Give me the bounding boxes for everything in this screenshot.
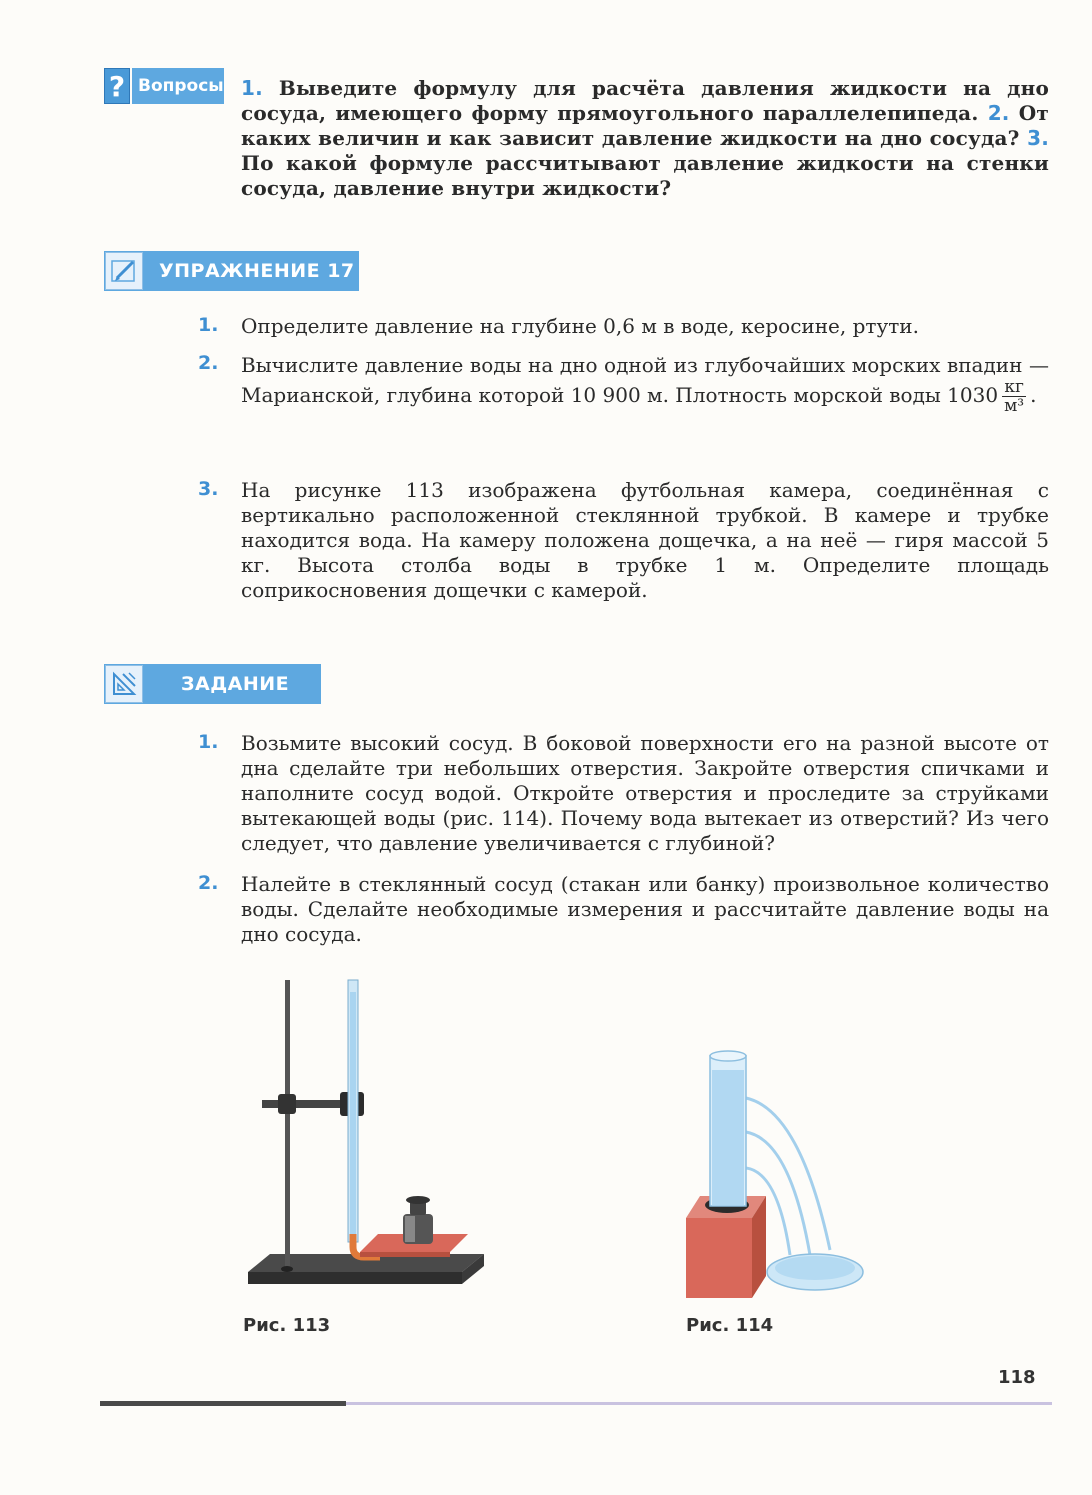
density-unit-fraction <box>1002 378 1026 415</box>
question-1-number: 1. <box>241 76 263 100</box>
footer-rule-light <box>346 1402 1052 1405</box>
questions-text <box>241 76 1049 201</box>
page-number: 118 <box>998 1367 1036 1388</box>
pencil-icon <box>105 252 143 290</box>
exercise-item-number: 3. <box>198 478 219 500</box>
unit-denominator: м³ <box>1004 396 1025 416</box>
task-item-text: Налейте в стеклянный сосуд (стакан или банку) произвольное количество воды. Сделайте необходимые измерения и рассчитайте давление воды на дно сосуда. <box>241 872 1049 946</box>
task-item-number: 2. <box>198 872 219 894</box>
questions-label <box>104 68 224 104</box>
footer-rule-dark <box>100 1401 346 1406</box>
exercise-item-number: 2. <box>198 352 219 374</box>
figure-113-caption: Рис. 113 <box>243 1315 331 1336</box>
task-item-number: 1. <box>198 731 219 753</box>
task-item-1 <box>198 731 1049 856</box>
question-mark-icon: ? <box>104 68 130 104</box>
exercise-item-text: Определите давление на глубине 0,6 м в воде, керосине, ртути. <box>241 314 919 338</box>
question-2-number: 2. <box>987 101 1010 125</box>
exercise-item-tail: . <box>1030 383 1037 407</box>
question-3-text: По какой формуле рассчитывают давление жидкости на стенки сосуда, давление внутри жидкости? <box>241 151 1049 200</box>
figure-113-stand-illustration <box>240 972 490 1304</box>
question-2-text: От каких величин и как зависит давление жидкости на дно сосуда? <box>241 101 1049 150</box>
exercise-item-text: На рисунке 113 изображена футбольная камера, соединённая с вертикально расположенной стеклянной трубкой. В камере и трубке находится вода. На камеру положена дощечка, а на неё — гиря массой 5 кг. Высота столба воды в трубке 1 м. Определите площадь соприкосновения дощечки с камерой. <box>241 478 1049 602</box>
question-1-text: Выведите формулу для расчёта давления жидкости на дно сосуда, имеющего форму прямоугольного параллелепипеда. <box>241 76 1049 125</box>
task-header <box>104 664 321 704</box>
task-item-2 <box>198 872 1049 947</box>
figure-114-vessel-illustration <box>680 1050 870 1302</box>
exercise-item-text-wrapper <box>241 352 1049 415</box>
exercise-item-text: Вычислите давление воды на дно одной из глубочайших морских впадин — Марианской, глубина которой 10 900 м. Плотность морской воды 1030 <box>241 353 1049 407</box>
ruler-triangle-icon <box>105 665 143 703</box>
exercise-header <box>104 251 359 291</box>
questions-title: Вопросы <box>132 68 224 104</box>
task-item-text: Возьмите высокий сосуд. В боковой поверхности его на разной высоте от дна сделайте три небольших отверстия. Закройте отверстия спичками и наполните сосуд водой. Откройте отверстия и проследите за струйками вытекающей воды (рис. 114). Почему вода вытекает из отверстий? Из чего следует, что давление увеличивается с глубиной? <box>241 731 1049 855</box>
exercise-title: УПРАЖНЕНИЕ 17 <box>159 260 355 282</box>
task-title: ЗАДАНИЕ <box>181 673 290 695</box>
exercise-item-1 <box>198 314 1049 339</box>
exercise-item-2 <box>198 352 1049 415</box>
exercise-item-3 <box>198 478 1049 603</box>
figure-114-caption: Рис. 114 <box>686 1315 774 1336</box>
question-3-number: 3. <box>1027 126 1049 150</box>
exercise-item-number: 1. <box>198 314 219 336</box>
unit-numerator: кг <box>1002 378 1026 397</box>
